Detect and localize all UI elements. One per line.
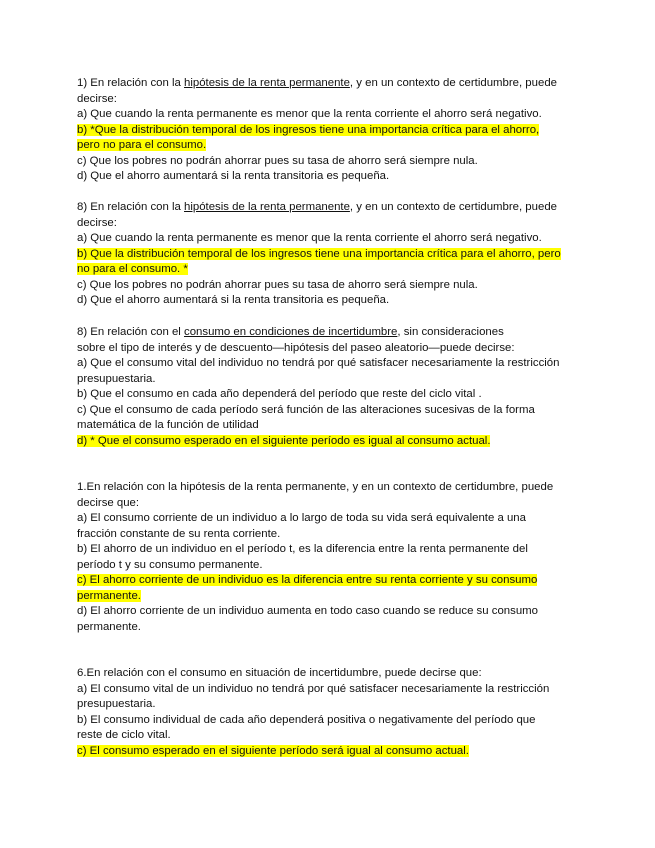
text-segment: fracción constante de su renta corriente. [77, 527, 281, 540]
text-segment: b) Que el consumo en cada año dependerá del período que reste del ciclo vital . [77, 388, 482, 400]
text-segment: 6.En relación con el consumo en situación de incertidumbre, puede decirse que: [77, 667, 482, 679]
text-line [77, 372, 587, 388]
text-segment: matemática de la función de utilidad [77, 419, 259, 431]
text-segment: a) El consumo corriente de un individuo a lo largo de toda su vida será equivalente a una [77, 512, 526, 524]
text-line [77, 387, 587, 403]
question-block [77, 76, 587, 185]
text-line [77, 589, 587, 605]
text-line [77, 620, 587, 636]
text-segment: c) Que los pobres no podrán ahorrar pues su tasa de ahorro será siempre nula. [77, 154, 478, 167]
text-segment: período t y su consumo permanente. [77, 558, 263, 571]
highlighted-answer-text: pero no para el consumo. [77, 139, 207, 151]
text-segment: sobre el tipo de interés y de descuento—hipótesis del paseo aleatorio—puede decirse: [77, 341, 515, 354]
question-block [77, 325, 587, 449]
text-segment: c) Que el consumo de cada período será función de las alteraciones sucesivas de la forma [77, 403, 535, 416]
text-segment: d) El ahorro corriente de un individuo aumenta en todo caso cuando se reduce su consumo [77, 605, 538, 617]
text-line [77, 511, 587, 527]
text-segment: , y en un contexto de certidumbre, puede [349, 77, 557, 89]
text-line [77, 169, 587, 185]
highlighted-answer-text: permanente. [77, 589, 141, 602]
text-segment: decirse: [77, 216, 117, 229]
text-line [77, 200, 587, 216]
text-segment: presupuestaria. [77, 372, 156, 385]
text-line [77, 418, 587, 434]
text-segment: d) Que el ahorro aumentará si la renta transitoria es pequeña. [77, 170, 390, 182]
text-line [77, 496, 587, 512]
text-line [77, 216, 587, 232]
text-segment: , y en un contexto de certidumbre, puede [349, 201, 557, 213]
underlined-topic-text: consumo en condiciones de incertidumbre [184, 326, 398, 338]
text-line [77, 682, 587, 698]
text-line [77, 542, 587, 558]
text-segment: decirse: [77, 92, 117, 105]
text-segment: reste de ciclo vital. [77, 729, 171, 741]
text-segment: c) Que los pobres no podrán ahorrar pues su tasa de ahorro será siempre nula. [77, 278, 478, 291]
text-line [77, 604, 587, 620]
text-segment: 1.En relación con la hipótesis de la renta permanente, y en un contexto de certidumbre, puede [77, 481, 554, 493]
question-block [77, 480, 587, 635]
underlined-topic-text: hipótesis de la renta permanente [184, 201, 350, 213]
text-line [77, 247, 587, 263]
text-line [77, 341, 587, 357]
text-segment: b) El ahorro de un individuo en el período t, es la diferencia entre la renta permanente del [77, 543, 528, 555]
highlighted-answer-text: no para el consumo. * [77, 263, 188, 275]
text-segment: decirse que: [77, 496, 140, 509]
highlighted-answer-text: b) Que la distribución temporal de los ingresos tiene una importancia crítica para el ahorro, pero [77, 247, 561, 260]
text-segment: a) Que cuando la renta permanente es menor que la renta corriente el ahorro será negativo. [77, 232, 542, 244]
text-line [77, 666, 587, 682]
text-line [77, 138, 587, 154]
text-line [77, 154, 587, 170]
underlined-topic-text: hipótesis de la renta permanente [184, 77, 350, 89]
text-segment: , sin consideraciones [397, 326, 504, 338]
text-line [77, 744, 587, 760]
text-line [77, 728, 587, 744]
text-segment: 8) En relación con el [77, 326, 185, 338]
text-line [77, 558, 587, 574]
highlighted-answer-text: d) * Que el consumo esperado en el siguiente período es igual al consumo actual. [77, 434, 491, 447]
text-line [77, 92, 587, 108]
text-line [77, 527, 587, 543]
text-line [77, 713, 587, 729]
text-segment: presupuestaria. [77, 698, 156, 710]
text-line [77, 107, 587, 123]
text-line [77, 293, 587, 309]
text-segment: b) El consumo individual de cada año dependerá positiva o negativamente del período que [77, 713, 536, 726]
question-block [77, 200, 587, 309]
highlighted-answer-text: b) *Que la distribución temporal de los ingresos tiene una importancia crítica para el ahorro, [77, 123, 540, 136]
text-line [77, 697, 587, 713]
text-segment: permanente. [77, 620, 141, 633]
text-line [77, 434, 587, 450]
question-block [77, 666, 587, 759]
text-line [77, 325, 587, 341]
text-segment: a) Que el consumo vital del individuo no tendrá por qué satisfacer necesariamente la restricción [77, 357, 560, 369]
text-line [77, 231, 587, 247]
text-line [77, 262, 587, 278]
text-line [77, 76, 587, 92]
text-line [77, 123, 587, 139]
text-line [77, 356, 587, 372]
text-line [77, 480, 587, 496]
highlighted-answer-text: c) El ahorro corriente de un individuo es la diferencia entre su renta corriente y su consumo [77, 574, 538, 586]
text-segment: a) Que cuando la renta permanente es menor que la renta corriente el ahorro será negativo. [77, 108, 542, 120]
highlighted-answer-text: c) El consumo esperado en el siguiente período será igual al consumo actual. [77, 744, 469, 757]
text-segment: 8) En relación con la [77, 201, 185, 213]
text-segment: a) El consumo vital de un individuo no tendrá por qué satisfacer necesariamente la restricción [77, 682, 550, 695]
text-line [77, 278, 587, 294]
text-line [77, 403, 587, 419]
text-segment: 1) En relación con la [77, 77, 185, 89]
text-segment: d) Que el ahorro aumentará si la renta transitoria es pequeña. [77, 294, 390, 306]
text-line [77, 573, 587, 589]
